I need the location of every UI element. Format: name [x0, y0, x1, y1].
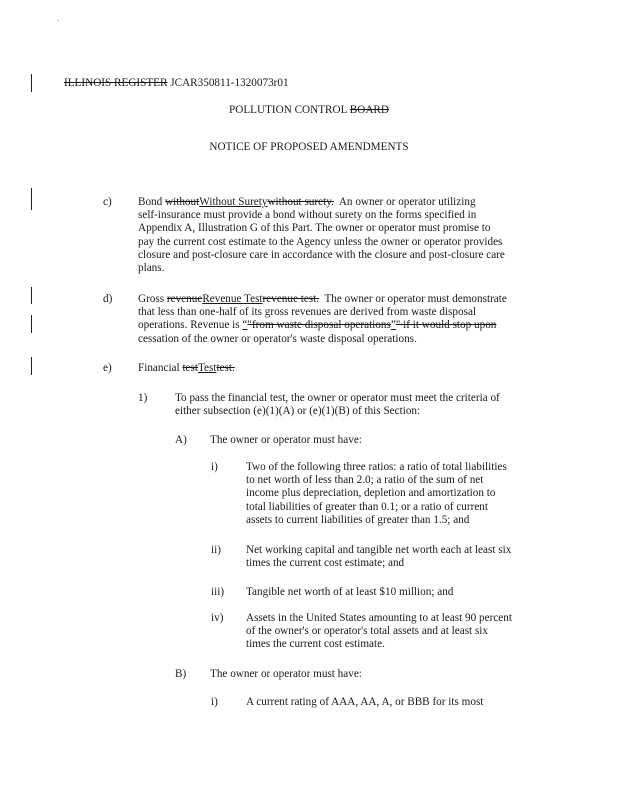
section-c-label: c): [103, 196, 112, 208]
item-B-text: The owner or operator must have:: [210, 668, 362, 680]
item-A-iv-body: Assets in the United States amounting to at least 90 percent of the owner's or operator's total assets and at least six times the current cost estimate.: [246, 612, 512, 651]
item-A-i-label: i): [211, 461, 218, 473]
item-A-text: The owner or operator must have:: [210, 434, 362, 446]
subsection-1-body: To pass the financial test, the owner or operator must meet the criteria of either subsection (e)(1)(A) or (e)(1)(B) of this Section:: [175, 392, 500, 418]
section-d-line3: operations. Revenue is “"from waste disposal operations”" if it would stop upon: [138, 319, 497, 332]
section-d-line2: that less than one-half of its gross revenues are derived from waste disposal: [138, 306, 477, 319]
section-d-body: [138, 293, 507, 346]
item-B-i-label: i): [211, 696, 218, 708]
item-A-iii-label: iii): [211, 586, 225, 598]
section-e-label: e): [103, 362, 112, 374]
section-c-body: [138, 196, 505, 275]
section-d-label: d): [103, 293, 113, 305]
section-d-line1: Gross revenueRevenue Testrevenue test. The owner or operator must demonstrate: [138, 293, 507, 305]
item-A-i-body: Two of the following three ratios: a ratio of total liabilities to net worth of less than 2.0; a ratio of the sum of net income plus depreciation, depletion and amortization to total liabilities of greater than 0.1; or a ratio of current assets to current liabilities of greater than 1.5; and: [246, 461, 507, 526]
section-c-line2: self-insurance must provide a bond without surety on the forms specified in: [138, 209, 477, 222]
subsection-1-label: 1): [138, 392, 148, 404]
register-header: [64, 77, 289, 90]
notice-title: NOTICE OF PROPOSED AMENDMENTS: [209, 141, 409, 153]
scan-speck: [58, 20, 59, 21]
section-c-line3: Appendix A, Illustration G of this Part. The owner or operator must promise to: [138, 222, 491, 235]
section-c-line6: plans.: [138, 262, 165, 275]
change-bar-header: [31, 74, 32, 92]
section-c-line5: closure and post-closure care in accordance with the closure and post-closure care: [138, 248, 505, 261]
section-e-title: Financial testTesttest.: [138, 362, 235, 374]
register-id: JCAR350811-1320073r01: [170, 77, 289, 89]
register-struck: ILLINOIS REGISTER: [64, 77, 168, 89]
board-title: POLLUTION CONTROL BOARD: [229, 104, 389, 116]
item-A-iii-body: Tangible net worth of at least $10 million; and: [246, 586, 454, 598]
item-B-label: B): [175, 668, 187, 680]
change-bar-c: [31, 188, 32, 210]
change-bar-d2: [31, 315, 32, 333]
item-B-i-body: A current rating of AAA, AA, A, or BBB for its most: [246, 696, 484, 708]
item-A-ii-body: Net working capital and tangible net worth each at least six times the current cost estimate; and: [246, 544, 512, 570]
change-bar-d1: [31, 287, 32, 304]
section-c-line4: pay the current cost estimate to the Agency unless the owner or operator provides: [138, 235, 503, 248]
section-c-line1: Bond withoutWithout Suretywithout surety. An owner or operator utilizing: [138, 196, 476, 208]
section-d-line4: cessation of the owner or operator's waste disposal operations.: [138, 332, 417, 345]
item-A-ii-label: ii): [211, 544, 221, 556]
item-A-iv-label: iv): [211, 612, 224, 624]
change-bar-e: [31, 357, 32, 375]
item-A-label: A): [175, 434, 187, 446]
